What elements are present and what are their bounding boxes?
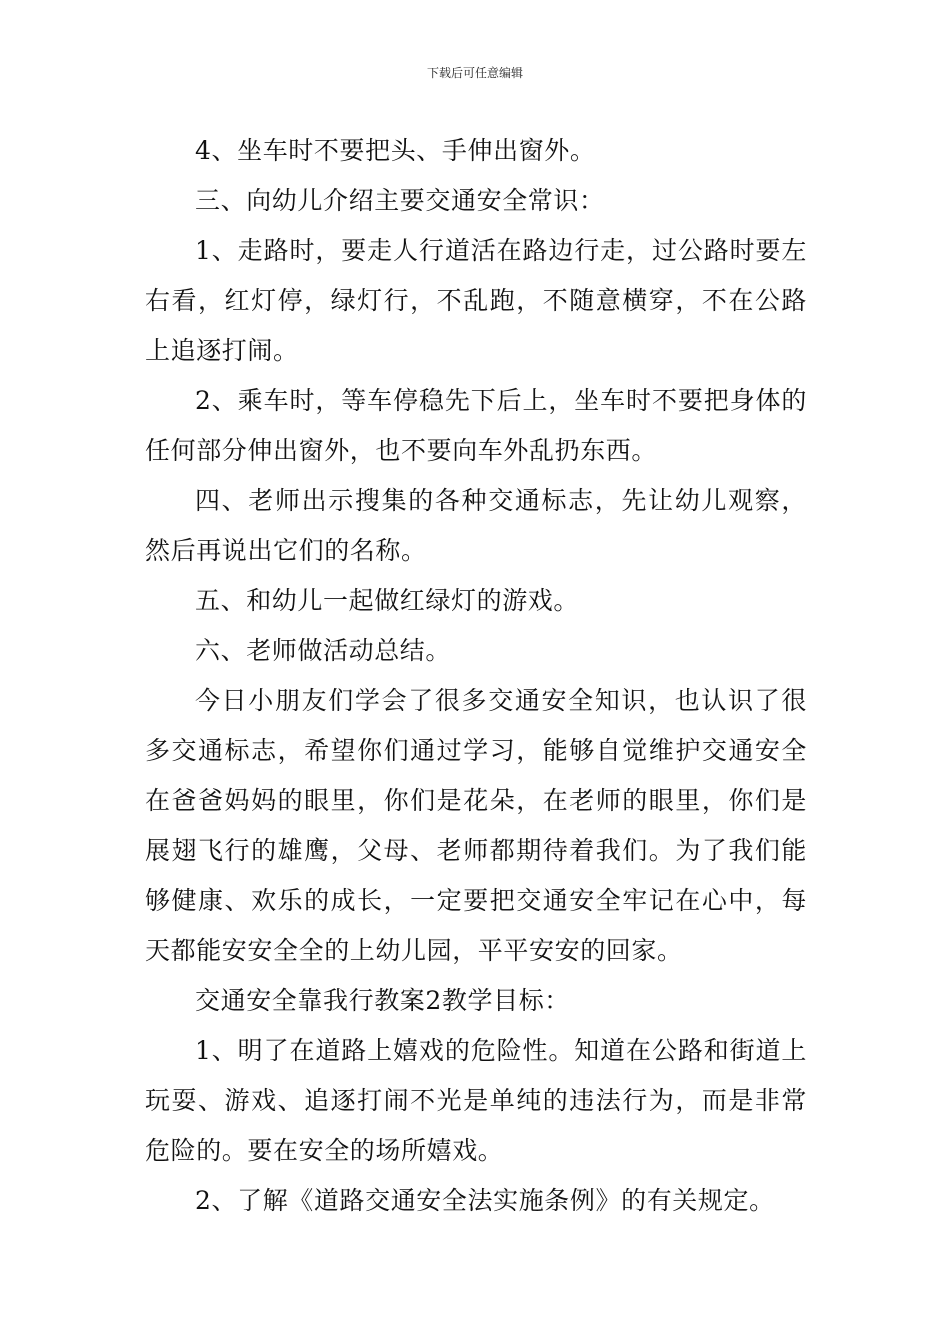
paragraph-riding-rules: 2、乘车时，等车停稳先下后上，坐车时不要把身体的任何部分伸出窗外，也不要向车外乱扔东西。: [145, 386, 807, 465]
paragraph-walking-rules: 1、走路时，要走人行道活在路边行走，过公路时要左右看，红灯停，绿灯行，不乱跑，不随意横穿，不在公路上追逐打闹。: [145, 236, 807, 365]
paragraph-goal-one: 1、明了在道路上嬉戏的危险性。知道在公路和街道上玩耍、游戏、追逐打闹不光是单纯的违法行为，而是非常危险的。要在安全的场所嬉戏。: [145, 1036, 807, 1165]
paragraph-ride-no-head-hands: 4、坐车时不要把头、手伸出窗外。: [195, 136, 596, 165]
paragraph-goal-two: 2、了解《道路交通安全法实施条例》的有关规定。: [195, 1186, 775, 1215]
document-body: [145, 126, 807, 1226]
paragraph-section-six-summary: 六、老师做活动总结。: [195, 636, 452, 665]
paragraph-lesson-two-goals: 交通安全靠我行教案2教学目标：: [195, 986, 570, 1015]
paragraph-section-four-signs: 四、老师出示搜集的各种交通标志，先让幼儿观察，然后再说出它们的名称。: [145, 486, 807, 565]
paragraph-section-three-heading: 三、向幼儿介绍主要交通安全常识：: [195, 186, 605, 215]
paragraph-summary-text: 今日小朋友们学会了很多交通安全知识，也认识了很多交通标志，希望你们通过学习，能够自觉维护交通安全在爸爸妈妈的眼里，你们是花朵，在老师的眼里，你们是展翅飞行的雄鹰，父母、老师都期待着我们。为了我们能够健康、欢乐的成长，一定要把交通安全牢记在心中，每天都能安安全全的上幼儿园，平平安安的回家。: [145, 686, 807, 965]
page-header-note: 下载后可任意编辑: [426, 66, 523, 80]
paragraph-section-five-game: 五、和幼儿一起做红绿灯的游戏。: [195, 586, 580, 615]
